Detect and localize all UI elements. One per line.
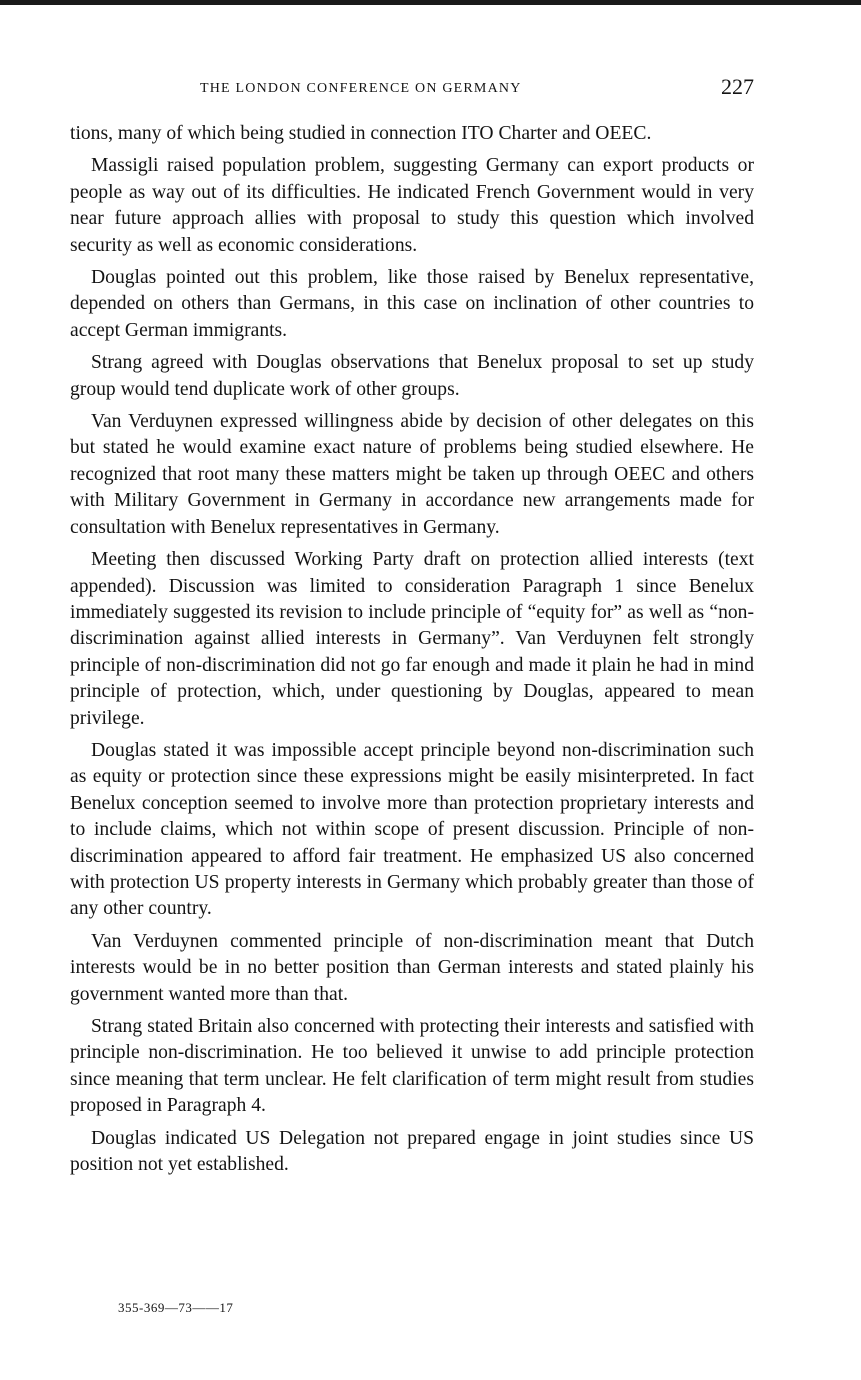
print-code: 355-369—73——17: [118, 1300, 234, 1315]
paragraph-douglas-immigrants: Douglas pointed out this problem, like those raised by Benelux representative, depended on others than Germans, in this case on inclination of other countries to accept German immigrants.: [70, 267, 754, 341]
body-text: [70, 121, 754, 1184]
paragraph-douglas-us-delegation: Douglas indicated US Delegation not prepared engage in joint studies since US position not yet established.: [70, 1127, 754, 1176]
paragraph-strang-britain: Strang stated Britain also concerned with protecting their interests and satisfied with principle non-discrimination. He too believed it unwise to add principle protection since meaning that term unclear. He felt clarification of term might result from studies proposed in Paragraph 4.: [70, 1016, 754, 1117]
paragraph-strang-study-group: Strang agreed with Douglas observations that Benelux proposal to set up study group would tend duplicate work of other groups.: [70, 352, 754, 400]
paragraph-van-verduynen-willingness: Van Verduynen expressed willingness abide by decision of other delegates on this but stated he would examine exact nature of problems being studied elsewhere. He recognized that root many these matters might be taken up through OEEC and others with Military Government in Germany in accordance new arrangements made for consultation with Benelux representatives in Germany.: [70, 411, 754, 538]
page-number: 227: [721, 74, 754, 99]
paragraph-working-party-draft: Meeting then discussed Working Party draft on protection allied interests (text appended). Discussion was limited to consideration Paragraph 1 since Benelux immediately suggested its revision to include principle of “equity for” as well as “non-discrimination against allied interests in Germany”. Van Verduynen felt strongly principle of non-discrimination did not go far enough and made it plain he had in mind principle of protection, which, under questioning by Douglas, appeared to mean privilege.: [70, 549, 754, 729]
paragraph-douglas-non-discrimination: Douglas stated it was impossible accept principle beyond non-discrimination such as equity or protection since these expressions might be easily misinterpreted. In fact Benelux conception seemed to involve more than protection proprietary interests and to include claims, which not within scope of present discussion. Principle of non-discrimination appeared to afford fair treatment. He emphasized US also concerned with protection US property interests in Germany which probably greater than those of any other country.: [70, 739, 754, 920]
paragraph-van-verduynen-dutch-interests: Van Verduynen commented principle of non-discrimination meant that Dutch interests would be in no better position than German interests and stated plainly his government wanted more than that.: [70, 930, 754, 1005]
paragraph-continuation: tions, many of which being studied in connection ITO Charter and OEEC.: [70, 123, 652, 144]
top-border-rule: [0, 0, 861, 5]
running-title: THE LONDON CONFERENCE ON GERMANY: [200, 81, 522, 96]
paragraph-massigli-population: Massigli raised population problem, suggesting Germany can export products or people as way out of its difficulties. He indicated French Government would in very near future approach allies with proposal to study this question which involved security as well as economic considerations.: [70, 155, 754, 256]
page-header: [70, 74, 754, 104]
